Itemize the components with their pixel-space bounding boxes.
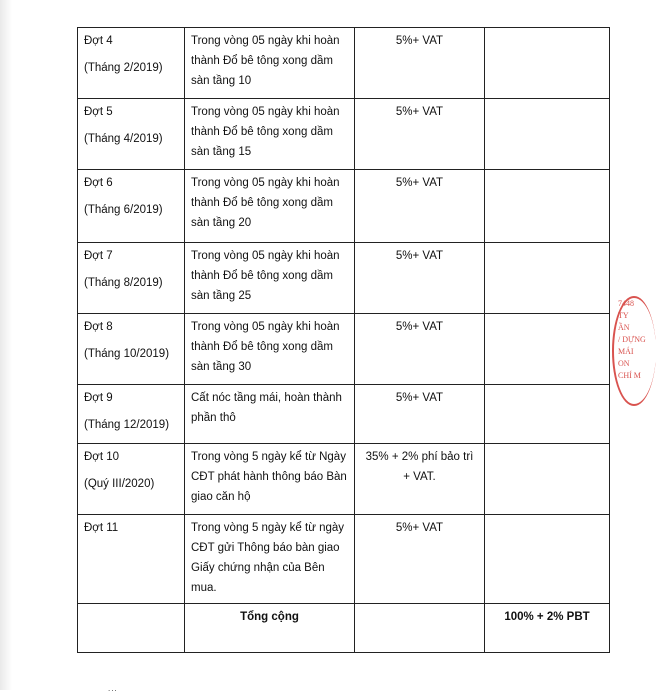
period-cell: Đợt 8 (Tháng 10/2019) [78,314,185,385]
cut-off-footer-text: ... [108,684,118,693]
condition-cell: Cất nóc tầng mái, hoàn thành phần thô [185,385,355,444]
condition-cell: Trong vòng 05 ngày khi hoàn thành Đổ bê tông xong dầm sàn tầng 25 [185,243,355,314]
rate-cell: 5%+ VAT [355,243,485,314]
page-edge-shadow [0,0,12,690]
note-cell [485,28,610,99]
total-label: Tổng cộng [185,604,355,653]
table-row [78,314,610,385]
table-row [78,444,610,515]
period-cell: Đợt 11 [78,515,185,604]
condition-cell: Trong vòng 5 ngày kể từ Ngày CĐT phát hành thông báo Bàn giao căn hộ [185,444,355,515]
rate-cell: 5%+ VAT [355,28,485,99]
total-row [78,604,610,653]
table-row [78,515,610,604]
payment-schedule-table [77,27,610,653]
note-cell [485,444,610,515]
period-cell: Đợt 4 (Tháng 2/2019) [78,28,185,99]
rate-cell: 5%+ VAT [355,515,485,604]
rate-cell: 5%+ VAT [355,385,485,444]
rate-cell: 35% + 2% phí bảo trì + VAT. [355,444,485,515]
note-cell [485,314,610,385]
empty-cell [78,604,185,653]
condition-cell: Trong vòng 05 ngày khi hoàn thành Đổ bê tông xong dầm sàn tầng 20 [185,170,355,243]
note-cell [485,170,610,243]
period-cell: Đợt 5 (Tháng 4/2019) [78,99,185,170]
condition-cell: Trong vòng 05 ngày khi hoàn thành Đổ bê tông xong dầm sàn tầng 15 [185,99,355,170]
total-value: 100% + 2% PBT [485,604,610,653]
rate-cell: 5%+ VAT [355,170,485,243]
period-cell: Đợt 9 (Tháng 12/2019) [78,385,185,444]
period-cell: Đợt 6 (Tháng 6/2019) [78,170,185,243]
note-cell [485,515,610,604]
condition-cell: Trong vòng 05 ngày khi hoàn thành Đổ bê tông xong dầm sàn tầng 30 [185,314,355,385]
table-row [78,170,610,243]
table-row [78,243,610,314]
table-row [78,99,610,170]
period-cell: Đợt 10 (Quý III/2020) [78,444,185,515]
period-cell: Đợt 7 (Tháng 8/2019) [78,243,185,314]
condition-cell: Trong vòng 5 ngày kể từ ngày CĐT gửi Thông báo bàn giao Giấy chứng nhận của Bên mua. [185,515,355,604]
note-cell [485,99,610,170]
rate-cell: 5%+ VAT [355,99,485,170]
company-seal: 7448 TY ẦN / DỰNG MÁI ON CHÍ M [612,296,656,406]
empty-cell [355,604,485,653]
note-cell [485,385,610,444]
condition-cell: Trong vòng 05 ngày khi hoàn thành Đổ bê tông xong dầm sàn tầng 10 [185,28,355,99]
rate-cell: 5%+ VAT [355,314,485,385]
table-row [78,385,610,444]
table-row [78,28,610,99]
note-cell [485,243,610,314]
